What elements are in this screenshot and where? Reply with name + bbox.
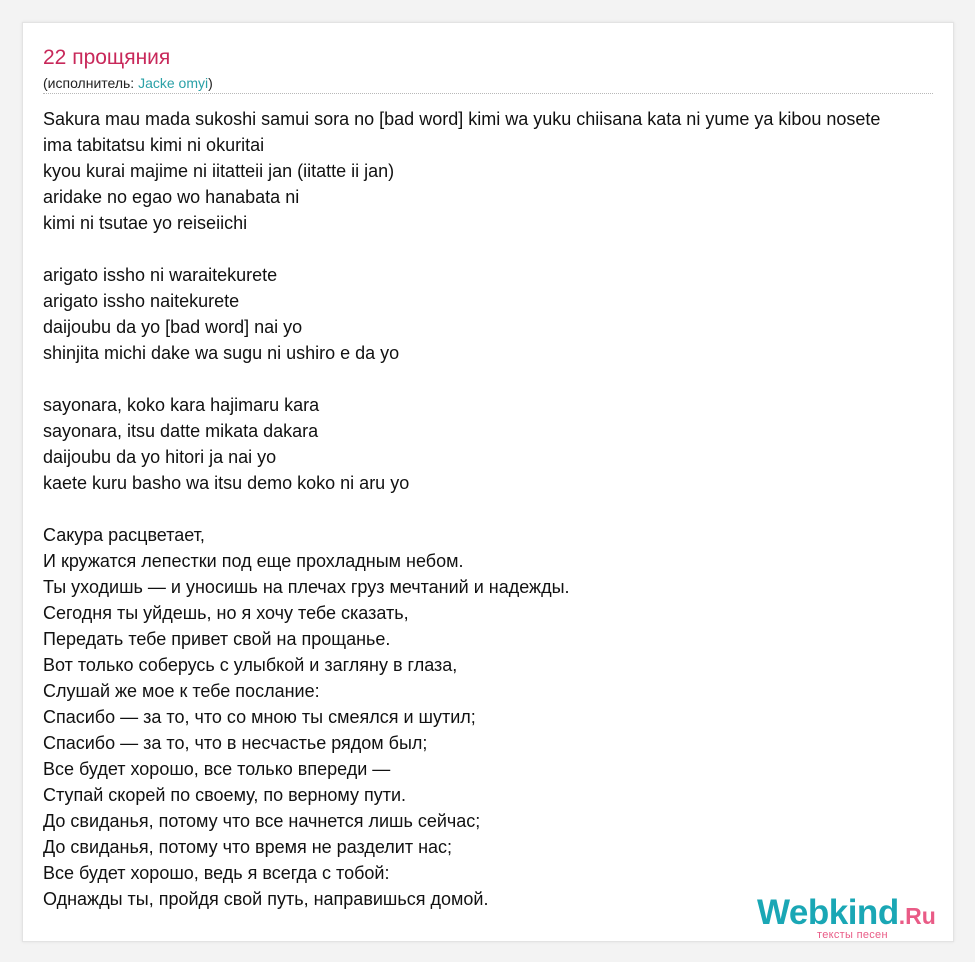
artist-link[interactable]: Jacke omyi bbox=[138, 75, 209, 91]
artist-prefix: (исполнитель: bbox=[43, 75, 139, 91]
logo-suffix: .Ru bbox=[898, 903, 936, 929]
lyrics-card bbox=[22, 22, 954, 942]
webkind-logo[interactable] bbox=[757, 895, 947, 939]
logo-name: Webkind bbox=[757, 893, 899, 932]
artist-suffix: ) bbox=[208, 75, 213, 91]
lyrics-text: Sakura mau mada sukoshi samui sora no [bad word] kimi wa yuku chiisana kata ni yume ya kibou nosete ima tabitatsu kimi ni okuritai kyou kurai majime ni iitatteii jan (iitatte ii jan) aridake no egao wo hanabata ni kimi ni tsutae yo reiseiichi arigato issho ni waraitekurete arigato issho naitekurete daijoubu da yo [bad word] nai yo shinjita michi dake wa sugu ni ushiro e da yo sayonara, koko kara hajimaru kara sayonara, itsu datte mikata dakara daijoubu da yo hitori ja nai yo kaete kuru basho wa itsu demo koko ni aru yo Сакура расцветает, И кружатся лепестки под еще прохладным небом. Ты уходишь — и уносишь на плечах груз мечтаний и надежды. Сегодня ты уйдешь, но я хочу тебе сказать, Передать тебе привет свой на прощанье. Вот только соберусь с улыбкой и загляну в глаза, Слушай же мое к тебе послание: Спасибо — за то, что со мною ты смеялся и шутил; Спасибо — за то, что в несчастье рядом был; Все будет хорошо, все только впереди — Ступай скорей по своему, по верному пути. До свиданья, потому что все начнется лишь сейчас; До свиданья, потому что время не разделит нас; Все будет хорошо, ведь я всегда с тобой: Однажды ты, пройдя свой путь, направишься домой. bbox=[43, 109, 881, 909]
logo-tagline: тексты песен bbox=[817, 929, 888, 941]
artist-line bbox=[43, 74, 213, 92]
divider bbox=[43, 93, 933, 94]
song-title: 22 прощяния bbox=[43, 46, 171, 69]
